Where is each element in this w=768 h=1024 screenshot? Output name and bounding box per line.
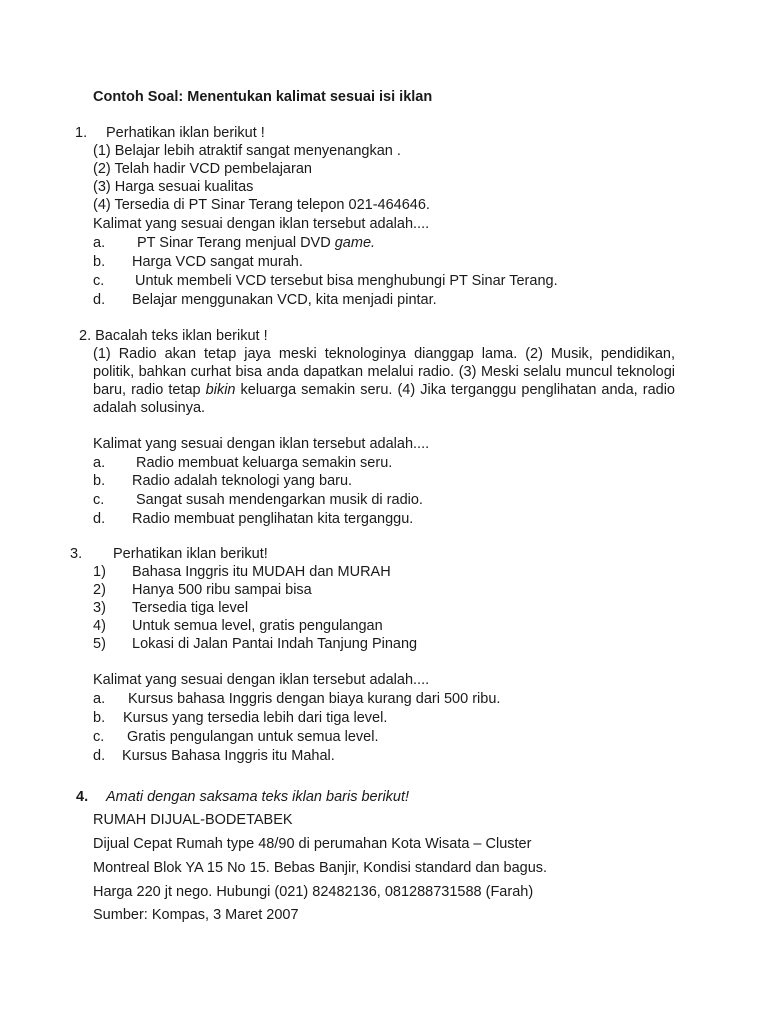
q4-ad-line: Harga 220 jt nego. Hubungi (021) 82482136, 081288731588 (Farah) [93,884,534,900]
q2-question: Kalimat yang sesuai dengan iklan tersebut adalah.... [93,436,430,452]
q3-ad-line: Bahasa Inggris itu MUDAH dan MURAH [132,564,391,580]
q3-ad-line: Untuk semua level, gratis pengulangan [132,618,383,634]
option-italic-text: game. [334,235,376,251]
q2-option-c: Sangat susah mendengarkan musik di radio. [136,492,423,508]
q1-option-letter: d. [93,292,106,308]
document-title: Contoh Soal: Menentukan kalimat sesuai isi iklan [93,89,433,105]
q1-option-d: Belajar menggunakan VCD, kita menjadi pintar. [132,292,437,308]
q3-ad-line: Tersedia tiga level [132,600,249,616]
q4-prompt: Amati dengan saksama teks iklan baris berikut! [106,789,410,805]
q3-ad-number: 2) [93,582,106,598]
q3-ad-line: Hanya 500 ribu sampai bisa [132,582,312,598]
q2-ad-text-1: (1) Radio akan tetap jaya meski teknologinya dianggap lama. (2) Musik, pendidikan, politik, bahkan curhat bisa anda dapatkan melalui radio. (3) Meski selalu muncul teknologi baru, radio tetap [93,346,675,398]
q2-option-a: Radio membuat keluarga semakin seru. [136,455,393,471]
q2-option-letter: b. [93,473,106,489]
q1-prompt: Perhatikan iklan berikut ! [106,125,265,141]
q2-option-letter: d. [93,511,106,527]
q4-number: 4. [76,789,89,805]
q1-option-a [137,234,375,252]
q1-option-letter: a. [93,235,106,251]
q3-option-b: Kursus yang tersedia lebih dari tiga level. [123,710,388,726]
q2-option-letter: a. [93,455,106,471]
q1-option-letter: c. [93,273,105,289]
q3-number: 3. [70,546,83,562]
q1-number: 1. [75,125,88,141]
q3-ad-line: Lokasi di Jalan Pantai Indah Tanjung Pinang [132,636,418,652]
q3-option-d: Kursus Bahasa Inggris itu Mahal. [122,748,335,764]
option-text: PT Sinar Terang menjual DVD [137,235,335,251]
q3-prompt: Perhatikan iklan berikut! [113,546,268,562]
q1-ad-line: (1) Belajar lebih atraktif sangat menyenangkan . [93,143,401,159]
q1-option-b: Harga VCD sangat murah. [132,254,303,270]
q1-question: Kalimat yang sesuai dengan iklan tersebut adalah.... [93,216,430,232]
q4-source: Sumber: Kompas, 3 Maret 2007 [93,907,299,923]
q2-option-letter: c. [93,492,105,508]
q3-ad-number: 4) [93,618,106,634]
q4-ad-line: Montreal Blok YA 15 No 15. Bebas Banjir, Kondisi standard dan bagus. [93,860,548,876]
q3-ad-number: 1) [93,564,106,580]
q3-option-letter: b. [93,710,106,726]
q2-ad-text-2: keluarga semakin seru. (4) Jika terganggu penglihatan anda, radio adalah solusinya. [93,382,675,416]
q3-question: Kalimat yang sesuai dengan iklan tersebut adalah.... [93,672,430,688]
q2-option-b: Radio adalah teknologi yang baru. [132,473,353,489]
q3-ad-number: 5) [93,636,106,652]
q2-ad-italic: bikin [205,382,236,398]
q3-option-letter: a. [93,691,106,707]
q2-prompt: 2. Bacalah teks iklan berikut ! [79,328,268,344]
q4-ad-line: Dijual Cepat Rumah type 48/90 di perumahan Kota Wisata – Cluster [93,836,532,852]
q2-ad-paragraph [93,345,675,417]
q4-ad-line: RUMAH DIJUAL-BODETABEK [93,812,293,828]
q1-ad-line: (4) Tersedia di PT Sinar Terang telepon 021-464646. [93,197,430,213]
q3-option-a: Kursus bahasa Inggris dengan biaya kurang dari 500 ribu. [128,691,501,707]
q3-option-letter: c. [93,729,105,745]
q1-ad-line: (3) Harga sesuai kualitas [93,179,254,195]
q2-option-d: Radio membuat penglihatan kita terganggu. [132,511,414,527]
q1-ad-line: (2) Telah hadir VCD pembelajaran [93,161,312,177]
q1-option-c: Untuk membeli VCD tersebut bisa menghubungi PT Sinar Terang. [135,273,558,289]
q1-option-letter: b. [93,254,106,270]
q3-ad-number: 3) [93,600,106,616]
q3-option-letter: d. [93,748,106,764]
q3-option-c: Gratis pengulangan untuk semua level. [127,729,379,745]
